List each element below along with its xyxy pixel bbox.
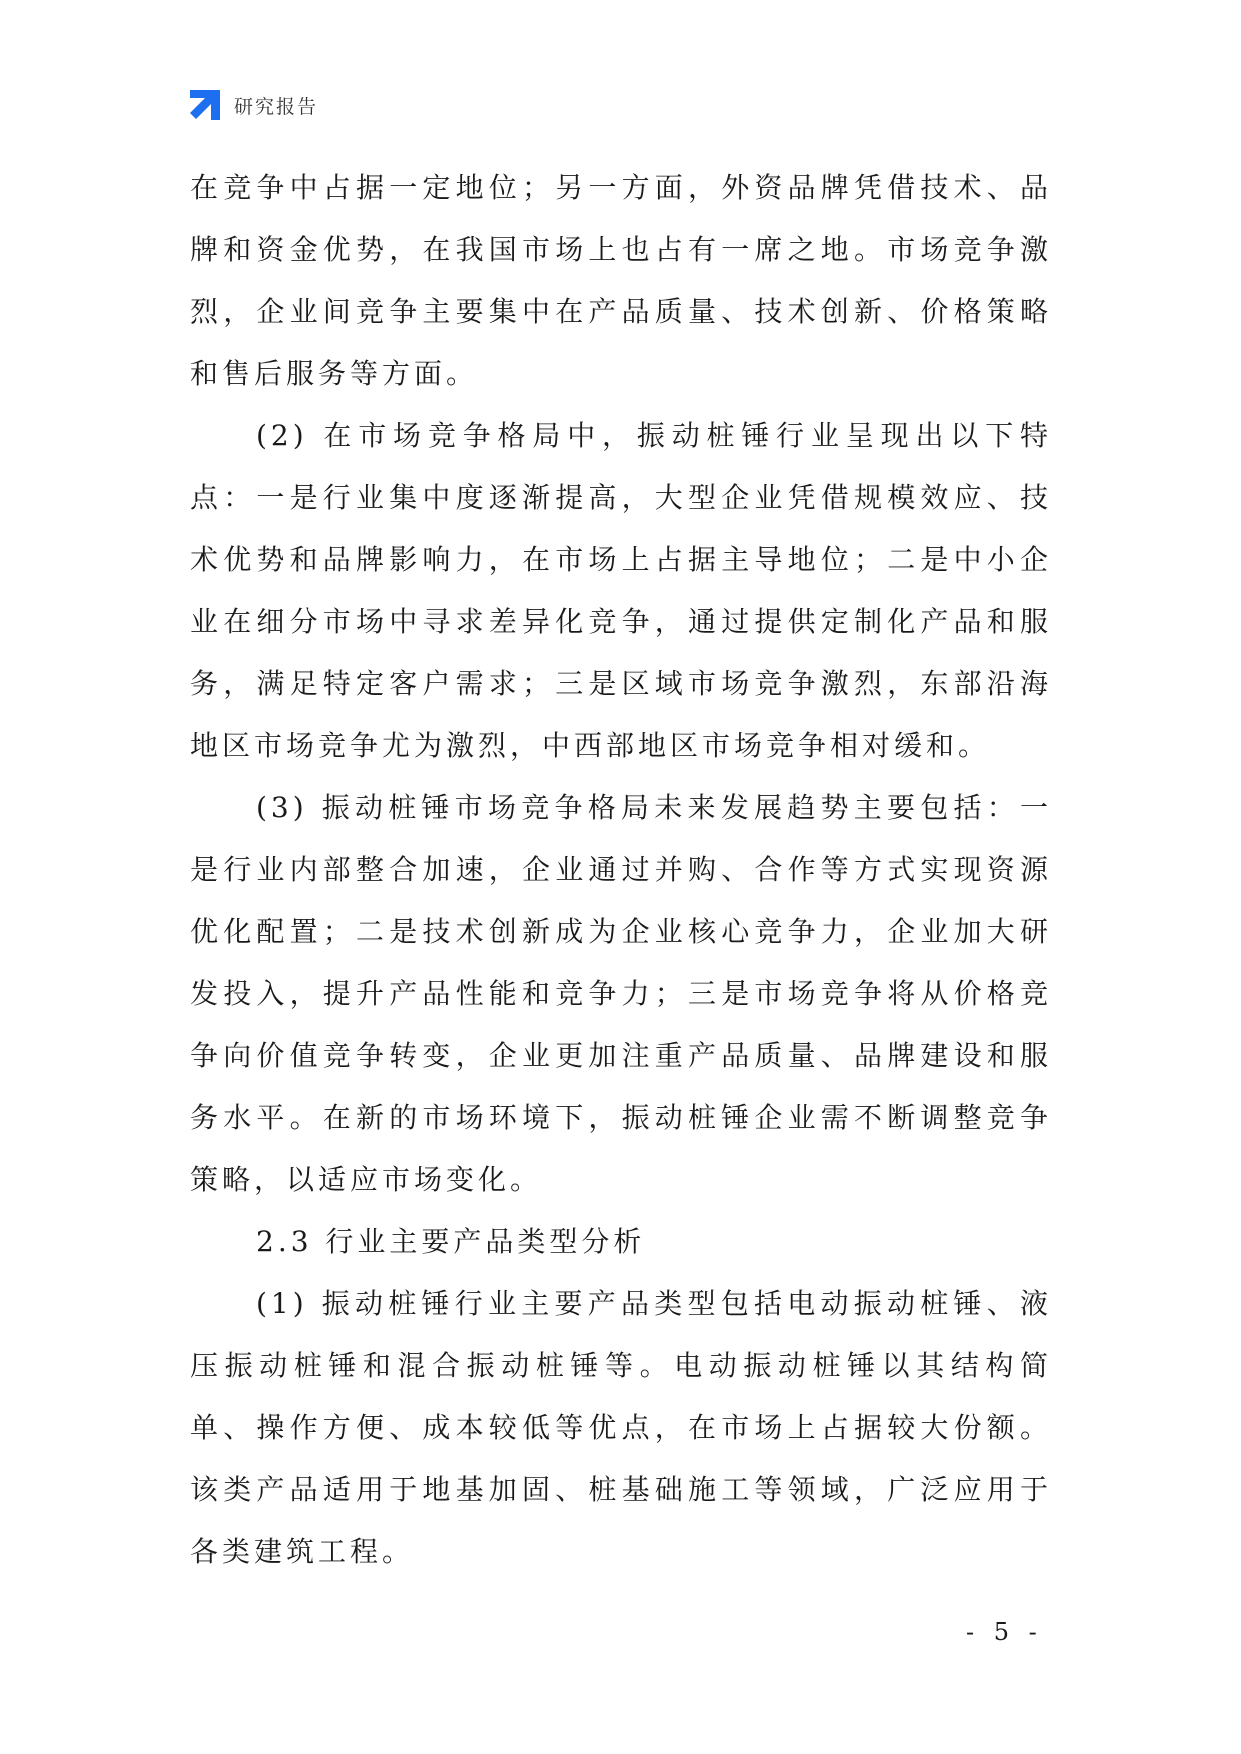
page-number: - 5 - <box>966 1618 1043 1646</box>
document-body <box>190 157 1052 1583</box>
paragraph-future-trends: (3) 振动桩锤市场竞争格局未来发展趋势主要包括：一是行业内部整合加速，企业通过并购、合作等方式实现资源优化配置；二是技术创新成为企业核心竞争力，企业加大研发投入，提升产品性能和竞争力；三是市场竞争将从价格竞争向价值竞争转变，企业更加注重产品质量、品牌建设和服务水平。在新的市场环境下，振动桩锤企业需不断调整竞争策略，以适应市场变化。 <box>190 791 1052 1196</box>
paragraph-competition-features: (2) 在市场竞争格局中，振动桩锤行业呈现出以下特点：一是行业集中度逐渐提高，大型企业凭借规模效应、技术优势和品牌影响力，在市场上占据主导地位；二是中小企业在细分市场中寻求差异化竞争，通过提供定制化产品和服务，满足特定客户需求；三是区域市场竞争激烈，东部沿海地区市场竞争尤为激烈，中西部地区市场竞争相对缓和。 <box>190 419 1052 762</box>
report-header <box>188 88 318 122</box>
arrow-logo-icon <box>188 88 222 122</box>
paragraph-continuation: 在竞争中占据一定地位；另一方面，外资品牌凭借技术、品牌和资金优势，在我国市场上也占有一席之地。市场竞争激烈，企业间竞争主要集中在产品质量、技术创新、价格策略和售后服务等方面。 <box>190 171 1052 390</box>
paragraph-product-types: (1) 振动桩锤行业主要产品类型包括电动振动桩锤、液压振动桩锤和混合振动桩锤等。电动振动桩锤以其结构简单、操作方便、成本较低等优点，在市场上占据较大份额。该类产品适用于地基加固、桩基础施工等领域，广泛应用于各类建筑工程。 <box>190 1287 1052 1568</box>
header-title: 研究报告 <box>234 95 319 118</box>
section-heading: 2.3 行业主要产品类型分析 <box>256 1225 646 1258</box>
